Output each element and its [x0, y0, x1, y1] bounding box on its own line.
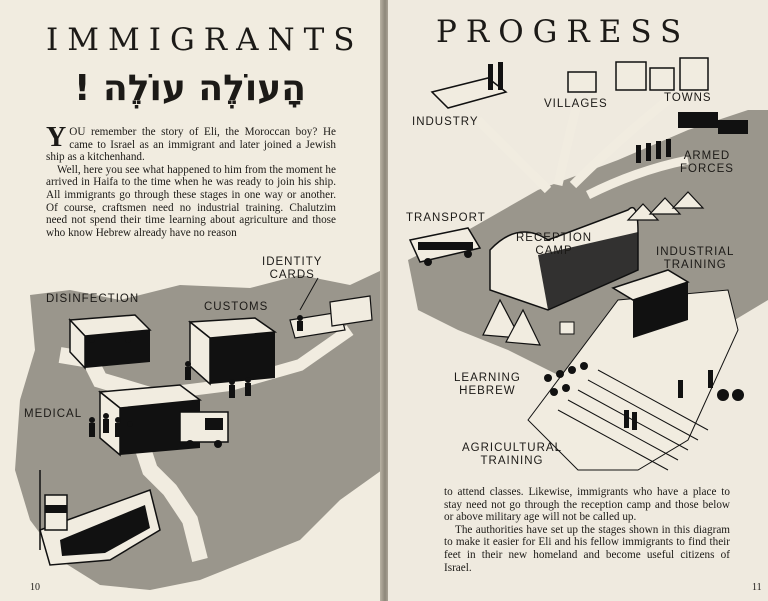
truck [180, 412, 228, 448]
left-page [0, 0, 382, 601]
page-number-left: 10 [30, 582, 40, 593]
factory [432, 62, 506, 108]
customs-building [190, 318, 275, 384]
label-villages: VILLAGES [544, 98, 608, 110]
label-armed-forces: ARMED FORCES [680, 150, 734, 175]
drop-cap: Y [46, 122, 67, 153]
hebrew-title: הָעוֹלֶה עוֹלֶה ! [74, 68, 306, 109]
right-page [388, 0, 768, 601]
page-title: IMMIGRANTS [46, 22, 364, 58]
label-customs: CUSTOMS [204, 301, 269, 313]
paragraph-3: to attend classes. Likewise, immigrants who have a place to stay need not go through the reception camp and those below or above military age will not be called up. [444, 486, 730, 524]
label-reception-camp: RECEPTION CAMP [516, 232, 593, 257]
disinfection-building [70, 315, 150, 368]
town-buildings [616, 58, 708, 90]
intro-text [46, 122, 336, 239]
paragraph-4: The authorities have set up the stages shown in this diagram to make it easier for Eli and his fellow immigrants to find their feet in their new homeland and become useful citizens of Israel. [444, 523, 730, 574]
label-towns: TOWNS [664, 92, 712, 104]
paragraph-1: OU remember the story of Eli, the Moroccan boy? He came to Israel as an immigrant and later joined a Jewish ship as a kitchenhand. [46, 126, 336, 164]
label-medical: MEDICAL [24, 408, 83, 420]
label-transport: TRANSPORT [406, 212, 486, 224]
label-learning-hebrew: LEARNING HEBREW [454, 372, 521, 397]
label-agricultural-training: AGRICULTURAL TRAINING [462, 442, 562, 467]
label-identity-cards: IDENTITY CARDS [262, 256, 323, 281]
page-title-right: PROGRESS [436, 14, 691, 50]
label-disinfection: DISINFECTION [46, 293, 140, 305]
village-house [568, 72, 596, 92]
paragraph-2: Well, here you see what happened to him from the moment he arrived in Haifa to the time when he was ready to join his ship. All immigrants go through these stages in one way or another. Of course, craftsmen need no industrial training. Chalutzim need not spend their time learning about agriculture and those who know Hebrew already have no reason [46, 163, 336, 239]
page-number-right: 11 [752, 582, 762, 593]
label-industry: INDUSTRY [412, 116, 479, 128]
label-industrial-training: INDUSTRIAL TRAINING [656, 246, 735, 271]
closing-text [444, 486, 730, 574]
